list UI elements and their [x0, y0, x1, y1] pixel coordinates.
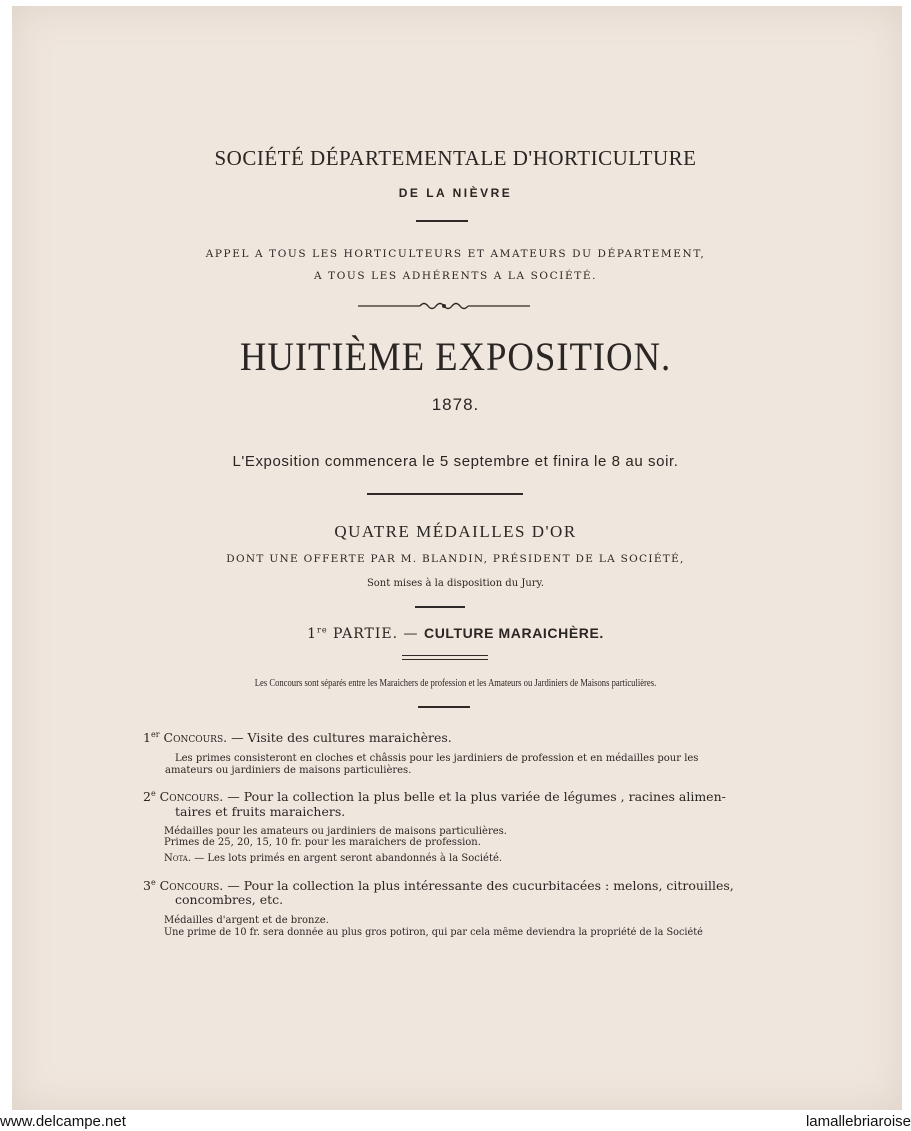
- ornament-divider: [358, 300, 530, 312]
- concours-description: — Pour la collection la plus belle et la plus variée de légumes , racines alimen-: [227, 789, 726, 805]
- concours-2-continuation: taires et fruits maraichers.: [175, 804, 346, 819]
- divider: [367, 493, 523, 495]
- appeal-line-1: APPEL A TOUS LES HORTICULTEURS ET AMATEURS DU DÉPARTEMENT,: [205, 248, 706, 260]
- double-divider-bottom: [402, 659, 488, 660]
- part-title: CULTURE MARAICHÈRE.: [424, 625, 604, 641]
- nota-label: Nota.: [164, 853, 192, 864]
- society-region: DE LA NIÈVRE: [398, 186, 513, 200]
- part-number-sup: re: [317, 625, 328, 635]
- concours-3-heading: [143, 878, 734, 893]
- exhibition-title: HUITIÈME EXPOSITION.: [239, 334, 672, 379]
- concours-3-detail: Médailles d'argent et de bronze.: [164, 915, 329, 926]
- exhibition-year: 1878.: [431, 395, 480, 414]
- separation-note: Les Concours sont séparés entre les Maraichers de profession et les Amateurs ou Jardiniers de Maisons particulières.: [254, 678, 657, 689]
- concours-1-detail: Les primes consisteront en cloches et châssis pour les jardiniers de profession et en médailles pour les: [175, 753, 699, 764]
- concours-1-detail: amateurs ou jardiniers de maisons particulières.: [165, 765, 412, 776]
- exhibition-dates: L'Exposition commencera le 5 septembre et finira le 8 au soir.: [232, 453, 679, 470]
- concours-description: — Visite des cultures maraichères.: [231, 730, 452, 746]
- part-heading: [0, 625, 911, 642]
- concours-2-detail: Primes de 25, 20, 15, 10 fr. pour les maraichers de profession.: [164, 837, 481, 848]
- concours-2-nota: [164, 853, 502, 865]
- concours-label: Concours.: [163, 730, 228, 746]
- concours-3-continuation: concombres, etc.: [175, 892, 284, 907]
- medals-disposal: Sont mises à la disposition du Jury.: [366, 578, 545, 589]
- concours-description: — Pour la collection la plus intéressante des cucurbitacées : melons, citrouilles,: [227, 878, 734, 894]
- medals-title: QUATRE MÉDAILLES D'OR: [334, 522, 577, 541]
- concours-number: 2: [143, 789, 151, 805]
- footer-watermark-right: lamallebriaroise: [805, 1113, 911, 1130]
- footer-watermark-left: www.delcampe.net: [0, 1113, 126, 1130]
- double-divider-top: [402, 655, 488, 656]
- divider: [416, 220, 468, 222]
- part-label: PARTIE. —: [333, 626, 419, 642]
- part-number: 1: [307, 626, 317, 642]
- nota-text: — Les lots primés en argent seront abandonnés à la Société.: [194, 853, 503, 864]
- concours-number: 3: [143, 878, 151, 894]
- concours-number: 1: [143, 730, 151, 746]
- concours-2-heading: [143, 789, 726, 804]
- concours-number-sup: e: [150, 789, 156, 798]
- concours-2-detail: Médailles pour les amateurs ou jardiniers de maisons particulières.: [164, 826, 507, 837]
- concours-number-sup: e: [150, 878, 156, 887]
- medals-offered: DONT UNE OFFERTE PAR M. BLANDIN, PRÉSIDENT DE LA SOCIÉTÉ,: [226, 553, 685, 565]
- concours-label: Concours.: [159, 878, 224, 894]
- appeal-line-2: A TOUS LES ADHÉRENTS A LA SOCIÉTÉ.: [313, 270, 598, 282]
- concours-1-heading: [143, 730, 452, 745]
- divider: [418, 706, 470, 708]
- concours-label: Concours.: [159, 789, 224, 805]
- concours-3-detail: Une prime de 10 fr. sera donnée au plus gros potiron, qui par cela même deviendra la propriété de la Société: [164, 927, 703, 938]
- society-name: SOCIÉTÉ DÉPARTEMENTALE D'HORTICULTURE: [214, 146, 697, 170]
- divider: [415, 606, 465, 608]
- concours-number-sup: er: [150, 730, 160, 739]
